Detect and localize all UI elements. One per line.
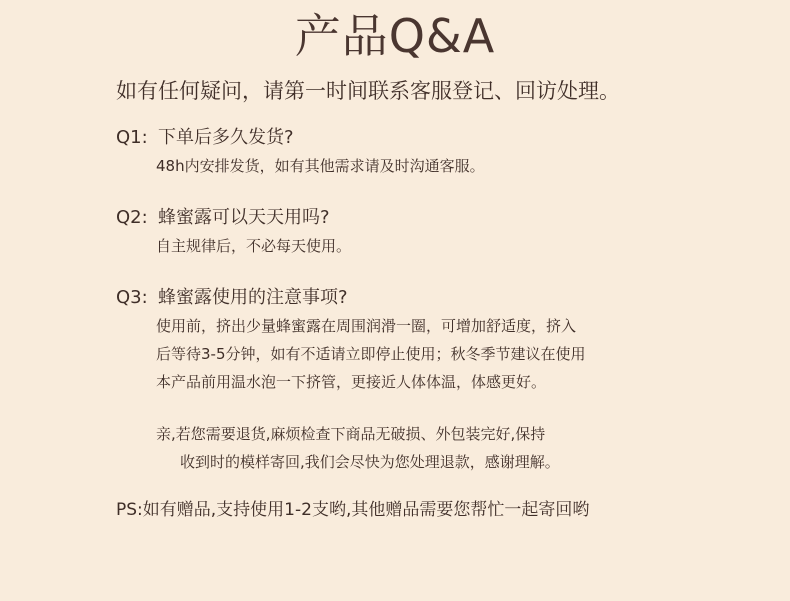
answer-line: 本产品前用温水泡一下挤管，更接近人体体温，体感更好。 <box>156 373 547 391</box>
answer-line: 后等待3-5分钟，如有不适请立即停止使用；秋冬季节建议在使用 <box>156 345 586 363</box>
question-row <box>116 124 485 152</box>
return-note <box>156 420 560 476</box>
question-label: Q3: <box>116 287 148 308</box>
question-label: Q2: <box>116 207 148 228</box>
qa-item-1 <box>116 124 485 180</box>
qa-item-2 <box>116 204 351 260</box>
qa-item-3 <box>116 284 586 396</box>
question-text: 蜂蜜露使用的注意事项? <box>158 287 348 308</box>
answer-line: 48h内安排发货，如有其他需求请及时沟通客服。 <box>156 157 485 175</box>
question-label: Q1: <box>116 127 148 148</box>
answer-line: 自主规律后，不必每天使用。 <box>156 237 352 255</box>
return-note-line: 亲,若您需要退货,麻烦检查下商品无破损、外包装完好,保持 <box>156 425 546 443</box>
question-text: 蜂蜜露可以天天用吗? <box>158 207 330 228</box>
question-text: 下单后多久发货? <box>158 127 294 148</box>
question-row <box>116 204 351 232</box>
answer-line: 使用前，挤出少量蜂蜜露在周围润滑一圈，可增加舒适度，挤入 <box>156 317 577 335</box>
page-subtitle: 如有任何疑问，请第一时间联系客服登记、回访处理。 <box>116 79 620 103</box>
question-row <box>116 284 586 312</box>
return-note-line: 收到时的模样寄回,我们会尽快为您处理退款，感谢理解。 <box>180 453 560 471</box>
ps-note: PS:如有赠品,支持使用1-2支哟,其他赠品需要您帮忙一起寄回哟 <box>116 500 590 520</box>
page-title: 产品Q&A <box>294 9 496 63</box>
